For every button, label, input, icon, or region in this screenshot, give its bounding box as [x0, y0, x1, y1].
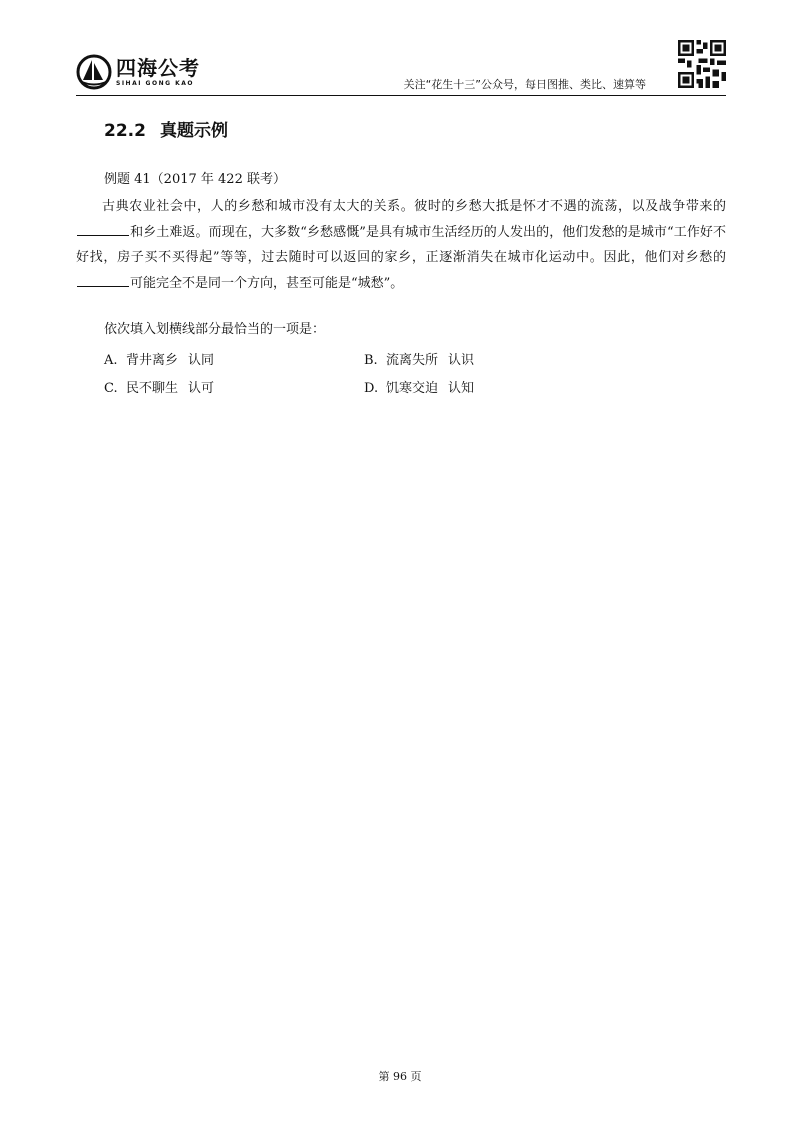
fill-blank-2 — [77, 274, 129, 287]
fill-blank-1 — [77, 223, 129, 236]
page-number: 第 96 页 — [378, 1070, 422, 1083]
question-prompt: 依次填入划横线部分最恰当的一项是： — [104, 322, 326, 337]
section-title — [104, 116, 228, 141]
option-a: A. 背井离乡 认同 — [104, 352, 215, 368]
logo — [76, 50, 200, 94]
passage-text-2: 和乡土难返。而现在，大多数“乡愁感慨”是具有城市生活经历的人发出的，他们发愁的是城市“工作好不好找，房子买不买得起”等等，过去随时可以返回的家乡，正逐渐消失在城市化运动中。因此，他们对乡愁的 — [76, 224, 726, 265]
header-note: 关注“花生十三”公众号，每日图推、类比、速算等 — [403, 78, 646, 91]
question-passage — [76, 194, 726, 296]
header-divider — [76, 95, 726, 96]
answer-options — [104, 344, 624, 400]
section-heading: 真题示例 — [159, 121, 228, 141]
qr-code-icon — [678, 40, 726, 88]
page-header — [76, 40, 726, 98]
example-label: 例题 41（2017 年 422 联考） — [104, 172, 286, 187]
section-number: 22.2 — [104, 121, 146, 141]
option-d: D. 饥寒交迫 认知 — [364, 380, 475, 396]
passage-text-1: 古典农业社会中，人的乡愁和城市没有太大的关系。彼时的乡愁大抵是怀才不遇的流荡，以及战争带来的 — [102, 199, 726, 214]
logo-text: 四海公考 — [116, 55, 200, 80]
logo-subtext: SIHAI GONG KAO — [116, 79, 194, 87]
passage-text-3: 可能完全不是同一个方向，甚至可能是“城愁”。 — [130, 275, 404, 291]
sailboat-logo-icon — [76, 54, 112, 90]
option-c: C. 民不聊生 认可 — [104, 380, 215, 396]
option-b: B. 流离失所 认识 — [364, 352, 475, 368]
